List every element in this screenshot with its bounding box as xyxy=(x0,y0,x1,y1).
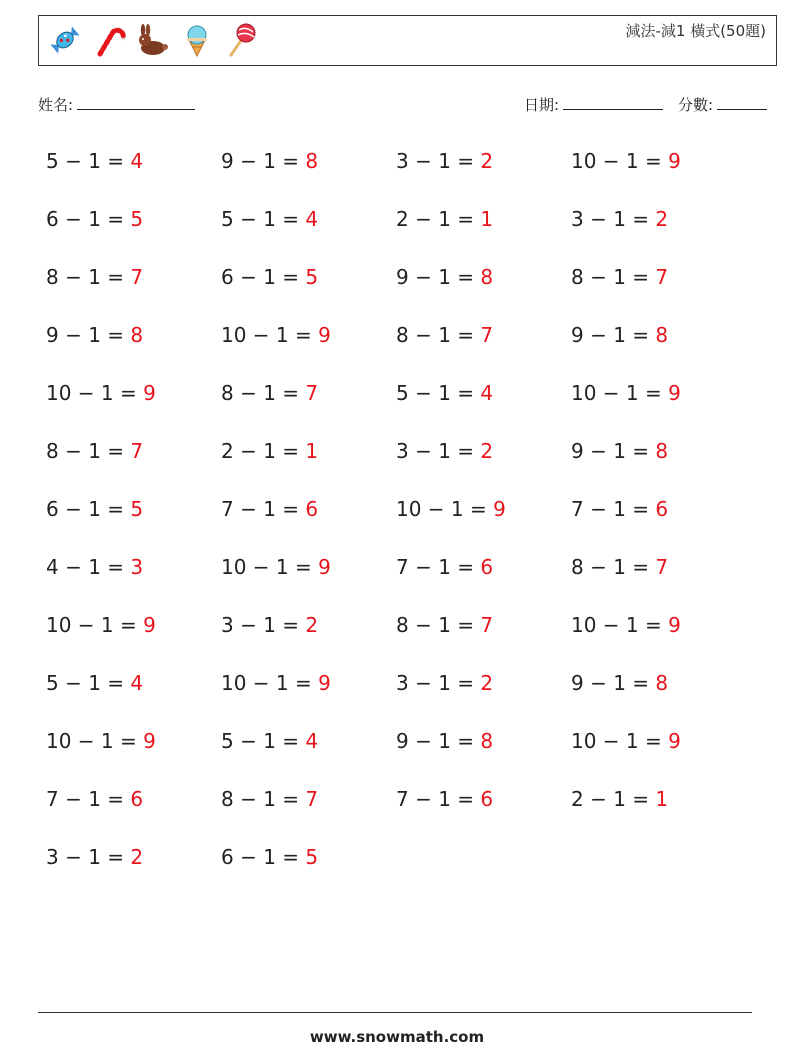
name-field[interactable] xyxy=(38,94,195,115)
problem-answer: 2 xyxy=(305,613,319,637)
problem-question: 10 − 1 = xyxy=(46,381,144,405)
problem-item xyxy=(396,546,571,604)
problem-answer: 9 xyxy=(668,613,681,637)
problem-answer: 3 xyxy=(130,555,144,579)
problem-item xyxy=(46,372,221,430)
problem-answer: 9 xyxy=(668,729,681,753)
problem-question: 8 − 1 = xyxy=(396,323,481,347)
problem-question: 6 − 1 = xyxy=(46,207,131,231)
problem-item xyxy=(571,314,746,372)
problem-answer: 8 xyxy=(480,729,494,753)
footer-divider xyxy=(38,1012,752,1013)
problem-question: 2 − 1 = xyxy=(396,207,481,231)
problem-grid xyxy=(46,140,746,894)
problem-item xyxy=(396,778,571,836)
problem-answer: 8 xyxy=(130,323,144,347)
problem-answer: 8 xyxy=(305,149,319,173)
problem-item xyxy=(221,372,396,430)
problem-answer: 7 xyxy=(130,439,144,463)
problem-answer: 7 xyxy=(480,613,494,637)
problem-item xyxy=(396,372,571,430)
problem-item xyxy=(221,256,396,314)
problem-question: 9 − 1 = xyxy=(221,149,306,173)
lollipop-icon xyxy=(223,22,259,58)
problem-item xyxy=(46,836,221,894)
problem-answer: 4 xyxy=(480,381,494,405)
problem-item xyxy=(46,198,221,256)
problem-item xyxy=(571,662,746,720)
problem-question: 8 − 1 = xyxy=(571,555,656,579)
problem-question: 3 − 1 = xyxy=(396,671,481,695)
problem-item xyxy=(46,314,221,372)
problem-question: 8 − 1 = xyxy=(396,613,481,637)
problem-answer: 5 xyxy=(305,265,319,289)
problem-item xyxy=(221,836,396,894)
problem-item xyxy=(46,604,221,662)
problem-question: 7 − 1 = xyxy=(396,555,481,579)
problem-question: 10 − 1 = xyxy=(571,613,669,637)
date-label: 日期: xyxy=(524,96,560,114)
problem-question: 3 − 1 = xyxy=(571,207,656,231)
problem-answer: 9 xyxy=(668,381,681,405)
problem-question: 7 − 1 = xyxy=(396,787,481,811)
problem-question: 2 − 1 = xyxy=(221,439,306,463)
problem-question: 7 − 1 = xyxy=(46,787,131,811)
problem-answer: 6 xyxy=(480,555,494,579)
icon-strip xyxy=(47,22,267,58)
problem-answer: 7 xyxy=(480,323,494,347)
problem-answer: 4 xyxy=(305,729,319,753)
problem-answer: 6 xyxy=(655,497,669,521)
problem-item xyxy=(571,778,746,836)
problem-question: 3 − 1 = xyxy=(46,845,131,869)
problem-item xyxy=(396,140,571,198)
problem-item xyxy=(221,314,396,372)
problem-answer: 7 xyxy=(305,787,319,811)
score-label: 分數: xyxy=(678,96,714,114)
problem-question: 8 − 1 = xyxy=(571,265,656,289)
problem-item xyxy=(571,430,746,488)
problem-item xyxy=(46,662,221,720)
problem-answer: 6 xyxy=(480,787,494,811)
problem-item xyxy=(46,256,221,314)
problem-item xyxy=(571,372,746,430)
score-blank[interactable] xyxy=(717,95,767,110)
problem-item xyxy=(571,140,746,198)
problem-question: 9 − 1 = xyxy=(571,323,656,347)
problem-item xyxy=(396,314,571,372)
problem-question: 10 − 1 = xyxy=(221,555,319,579)
problem-answer: 8 xyxy=(655,439,669,463)
problem-answer: 6 xyxy=(305,497,319,521)
problem-question: 4 − 1 = xyxy=(46,555,131,579)
problem-answer: 9 xyxy=(143,381,156,405)
problem-question: 10 − 1 = xyxy=(571,729,669,753)
problem-item xyxy=(571,546,746,604)
problem-question: 10 − 1 = xyxy=(571,149,669,173)
score-field[interactable] xyxy=(678,94,767,115)
candy-cane-icon xyxy=(91,22,127,58)
problem-item xyxy=(396,430,571,488)
problem-answer: 1 xyxy=(655,787,669,811)
problem-answer: 7 xyxy=(305,381,319,405)
problem-item xyxy=(396,720,571,778)
problem-question: 8 − 1 = xyxy=(221,787,306,811)
problem-question: 2 − 1 = xyxy=(571,787,656,811)
problem-question: 5 − 1 = xyxy=(396,381,481,405)
problem-question: 8 − 1 = xyxy=(46,265,131,289)
problem-question: 9 − 1 = xyxy=(396,729,481,753)
problem-question: 8 − 1 = xyxy=(46,439,131,463)
name-label: 姓名: xyxy=(38,96,74,114)
problem-answer: 9 xyxy=(143,613,156,637)
problem-item xyxy=(221,720,396,778)
problem-question: 3 − 1 = xyxy=(396,149,481,173)
problem-answer: 4 xyxy=(130,671,144,695)
problem-item xyxy=(396,488,571,546)
problem-question: 9 − 1 = xyxy=(396,265,481,289)
problem-answer: 7 xyxy=(655,265,669,289)
problem-item xyxy=(396,256,571,314)
problem-question: 10 − 1 = xyxy=(571,381,669,405)
problem-answer: 9 xyxy=(318,323,331,347)
problem-answer: 5 xyxy=(130,497,144,521)
problem-answer: 9 xyxy=(318,671,331,695)
problem-answer: 5 xyxy=(130,207,144,231)
candy-icon xyxy=(47,22,83,58)
problem-answer: 9 xyxy=(493,497,506,521)
problem-item xyxy=(221,604,396,662)
name-blank[interactable] xyxy=(77,95,195,110)
problem-item xyxy=(571,604,746,662)
chocolate-bunny-icon xyxy=(135,22,171,58)
problem-item xyxy=(571,720,746,778)
problem-answer: 4 xyxy=(305,207,319,231)
problem-answer: 8 xyxy=(655,671,669,695)
problem-item xyxy=(571,198,746,256)
problem-question: 7 − 1 = xyxy=(221,497,306,521)
problem-item xyxy=(46,430,221,488)
date-blank[interactable] xyxy=(563,95,663,110)
problem-question: 9 − 1 = xyxy=(571,671,656,695)
worksheet-header xyxy=(38,15,777,66)
problem-item xyxy=(221,546,396,604)
problem-item xyxy=(46,546,221,604)
problem-item xyxy=(396,604,571,662)
problem-item xyxy=(396,198,571,256)
problem-question: 10 − 1 = xyxy=(221,323,319,347)
problem-item xyxy=(221,140,396,198)
problem-answer: 8 xyxy=(480,265,494,289)
problem-answer: 5 xyxy=(305,845,319,869)
problem-question: 5 − 1 = xyxy=(221,207,306,231)
problem-question: 7 − 1 = xyxy=(571,497,656,521)
problem-answer: 1 xyxy=(480,207,494,231)
problem-item xyxy=(221,662,396,720)
problem-question: 5 − 1 = xyxy=(46,149,131,173)
problem-question: 9 − 1 = xyxy=(46,323,131,347)
problem-answer: 2 xyxy=(480,149,494,173)
problem-answer: 9 xyxy=(143,729,156,753)
problem-question: 10 − 1 = xyxy=(221,671,319,695)
problem-answer: 7 xyxy=(655,555,669,579)
problem-answer: 2 xyxy=(480,671,494,695)
problem-item xyxy=(46,140,221,198)
problem-question: 6 − 1 = xyxy=(46,497,131,521)
problem-answer: 2 xyxy=(480,439,494,463)
problem-item xyxy=(46,488,221,546)
problem-question: 3 − 1 = xyxy=(221,613,306,637)
problem-item xyxy=(571,256,746,314)
problem-question: 5 − 1 = xyxy=(221,729,306,753)
problem-answer: 9 xyxy=(668,149,681,173)
footer-url: www.snowmath.com xyxy=(309,1028,485,1046)
problem-answer: 2 xyxy=(655,207,669,231)
problem-question: 6 − 1 = xyxy=(221,845,306,869)
problem-question: 6 − 1 = xyxy=(221,265,306,289)
problem-item xyxy=(571,488,746,546)
problem-item xyxy=(46,778,221,836)
problem-question: 5 − 1 = xyxy=(46,671,131,695)
problem-item xyxy=(221,430,396,488)
problem-item xyxy=(221,778,396,836)
date-field[interactable] xyxy=(524,94,663,115)
problem-answer: 6 xyxy=(130,787,144,811)
problem-item xyxy=(46,720,221,778)
problem-answer: 4 xyxy=(130,149,144,173)
problem-question: 10 − 1 = xyxy=(396,497,494,521)
problem-answer: 1 xyxy=(305,439,319,463)
problem-question: 10 − 1 = xyxy=(46,613,144,637)
ice-cream-icon xyxy=(179,22,215,58)
problem-question: 3 − 1 = xyxy=(396,439,481,463)
problem-answer: 7 xyxy=(130,265,144,289)
problem-answer: 2 xyxy=(130,845,144,869)
problem-answer: 8 xyxy=(655,323,669,347)
problem-question: 10 − 1 = xyxy=(46,729,144,753)
problem-item xyxy=(221,488,396,546)
problem-question: 8 − 1 = xyxy=(221,381,306,405)
problem-answer: 9 xyxy=(318,555,331,579)
problem-item xyxy=(396,662,571,720)
worksheet-title: 減法-減1 橫式(50題) xyxy=(625,22,766,40)
problem-item xyxy=(221,198,396,256)
problem-question: 9 − 1 = xyxy=(571,439,656,463)
